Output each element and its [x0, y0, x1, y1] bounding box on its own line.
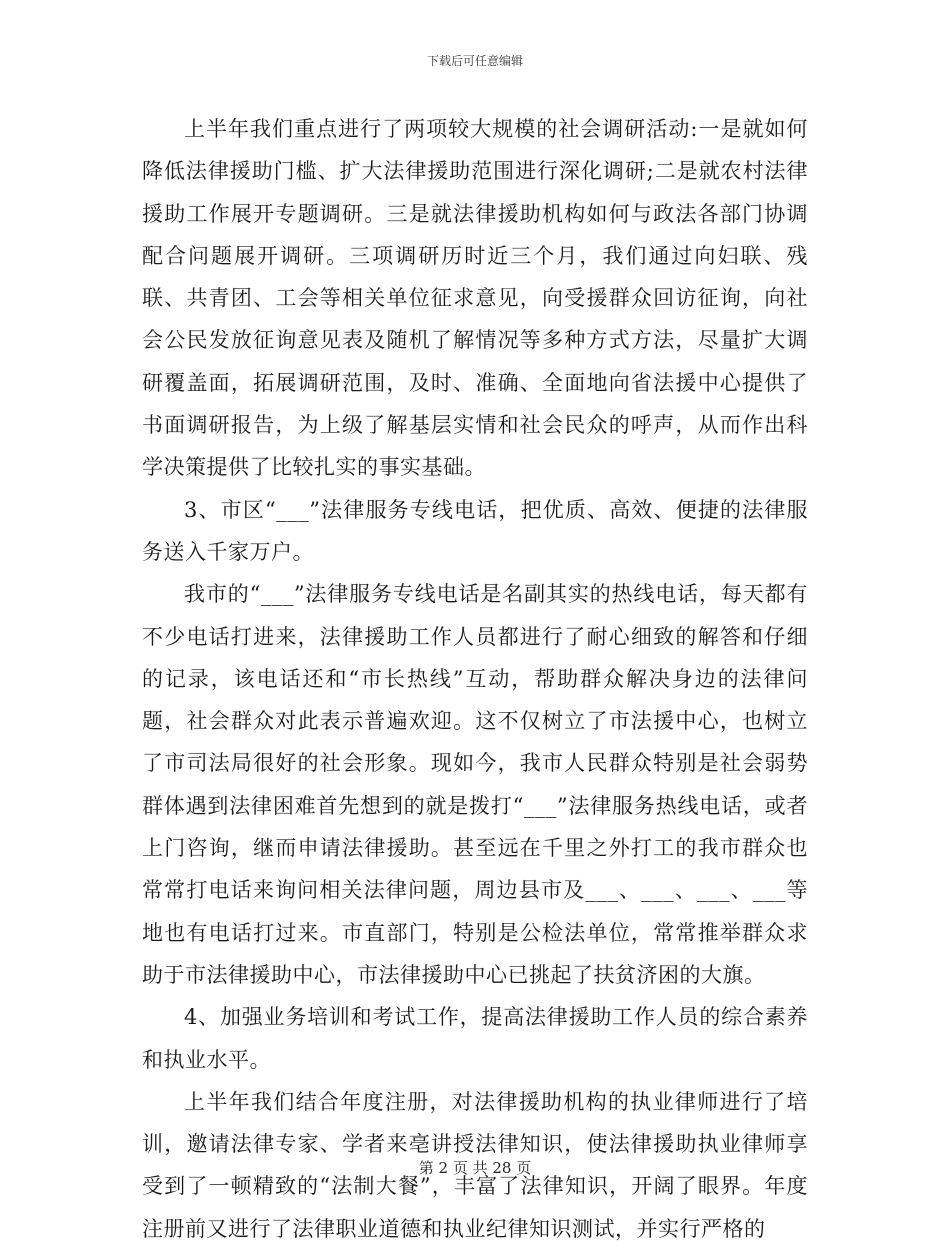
document-body [142, 108, 808, 1250]
paragraph-training-details: 上半年我们结合年度注册，对法律援助机构的执业律师进行了培训，邀请法律专家、学者来亳讲授法律知识，使法律援助执业律师享受到了一顿精致的“法制大餐”，丰富了法律知识，开阔了眼界。年度注册前又进行了法律职业道德和执业纪律知识测试，并实行严格的 [142, 1089, 808, 1241]
paragraph-research-activities: 上半年我们重点进行了两项较大规模的社会调研活动:一是就如何降低法律援助门槛、扩大法律援助范围进行深化调研;二是就农村法律援助工作展开专题调研。三是就法律援助机构如何与政法各部门协调配合问题展开调研。三项调研历时近三个月，我们通过向妇联、残联、共青团、工会等相关单位征求意见，向受援群众回访征询，向社会公民发放征询意见表及随机了解情况等多种方式方法，尽量扩大调研覆盖面，拓展调研范围，及时、准确、全面地向省法援中心提供了书面调研报告，为上级了解基层实情和社会民众的呼声，从而作出科学决策提供了比较扎实的事实基础。 [142, 117, 808, 480]
page-footer: 第 2 页 共 28 页 [418, 1159, 532, 1177]
paragraph-heading-training: 4、加强业务培训和考试工作，提高法律援助工作人员的综合素养和执业水平。 [142, 1005, 808, 1072]
paragraph-heading-hotline: 3、市区“___”法律服务专线电话，把优质、高效、便捷的法律服务送入千家万户。 [142, 497, 808, 564]
page-header: 下载后可任意编辑 [426, 54, 523, 68]
paragraph-hotline-details: 我市的“___”法律服务专线电话是名副其实的热线电话，每天都有不少电话打进来，法律援助工作人员都进行了耐心细致的解答和仔细的记录，该电话还和“市长热线”互动，帮助群众解决身边的法律问题，社会群众对此表示普遍欢迎。这不仅树立了市法援中心，也树立了市司法局很好的社会形象。现如今，我市人民群众特别是社会弱势群体遇到法律困难首先想到的就是拨打“___”法律服务热线电话，或者上门咨询，继而申请法律援助。甚至远在千里之外打工的我市群众也常常打电话来询问相关法律问题，周边县市及___、___、___、___等地也有电话打过来。市直部门，特别是公检法单位，常常推举群众求助于市法律援助中心，市法律援助中心已挑起了扶贫济困的大旗。 [142, 582, 808, 987]
